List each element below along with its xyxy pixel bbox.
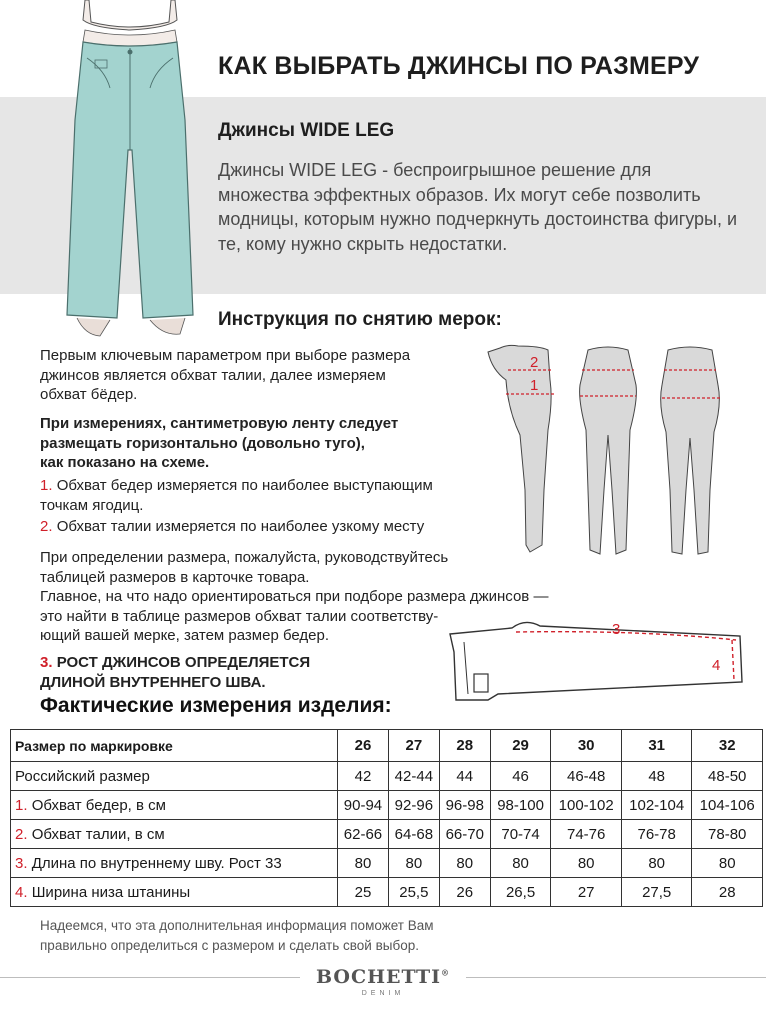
page-title: КАК ВЫБРАТЬ ДЖИНСЫ ПО РАЗМЕРУ: [218, 52, 700, 80]
table-cell: 66-70: [439, 820, 490, 849]
header-size: 29: [490, 730, 551, 762]
table-cell: 42-44: [388, 762, 439, 791]
table-cell: 80: [621, 849, 692, 878]
table-cell: 90-94: [338, 791, 389, 820]
body-measurement-diagram: [478, 340, 738, 570]
header-size: 28: [439, 730, 490, 762]
size-table: [10, 729, 763, 907]
table-cell: 80: [388, 849, 439, 878]
row-label: 2. Обхват талии, в см: [11, 820, 338, 849]
table-row: [11, 849, 763, 878]
table-cell: 25,5: [388, 878, 439, 907]
table-cell: 80: [551, 849, 622, 878]
table-cell: 98-100: [490, 791, 551, 820]
table-cell: 25: [338, 878, 389, 907]
table-cell: 62-66: [338, 820, 389, 849]
instruction-item-1: 1. Обхват бедер измеряется по наиболее выступающим точкам ягодиц.: [40, 477, 433, 514]
table-row: [11, 878, 763, 907]
row-label: 3. Длина по внутреннему шву. Рост 33: [11, 849, 338, 878]
instructions-paragraph-3: При определении размера, пожалуйста, руководствуйтесь таблицей размеров в карточке товара. Главное, на что надо ориентироваться при подборе размера джинсов — это найти в таблице размеров обхват талии соответству- ющий вашей мерке, затем размер бедер.: [40, 549, 549, 644]
table-cell: 46: [490, 762, 551, 791]
instructions-paragraph-1: Первым ключевым параметром при выборе размера джинсов является обхват талии, далее измеряем обхват бёдер.: [40, 347, 411, 403]
table-cell: 92-96: [388, 791, 439, 820]
table-cell: 64-68: [388, 820, 439, 849]
header-label: Размер по маркировке: [11, 730, 338, 762]
label-1: 1: [530, 377, 539, 394]
product-subtitle: Джинсы WIDE LEG: [218, 120, 395, 141]
table-cell: 100-102: [551, 791, 622, 820]
header-size: 31: [621, 730, 692, 762]
table-cell: 27: [551, 878, 622, 907]
table-row: [11, 762, 763, 791]
instruction-item-2: 2. Обхват талии измеряется по наиболее узкому месту: [40, 518, 425, 535]
table-cell: 46-48: [551, 762, 622, 791]
table-row: [11, 791, 763, 820]
table-cell: 70-74: [490, 820, 551, 849]
table-cell: 80: [439, 849, 490, 878]
table-cell: 80: [692, 849, 763, 878]
table-cell: 44: [439, 762, 490, 791]
table-cell: 48-50: [692, 762, 763, 791]
brand-logo: BOCHETTI® DENIM: [315, 966, 450, 997]
header-size: 30: [551, 730, 622, 762]
row-label: 1. Обхват бедер, в см: [11, 791, 338, 820]
header-size: 32: [692, 730, 763, 762]
label-3: 3: [612, 621, 621, 638]
header-size: 26: [338, 730, 389, 762]
table-cell: 27,5: [621, 878, 692, 907]
table-cell: 80: [338, 849, 389, 878]
header-size: 27: [388, 730, 439, 762]
table-cell: 104-106: [692, 791, 763, 820]
table-cell: 26,5: [490, 878, 551, 907]
table-cell: 102-104: [621, 791, 692, 820]
facts-title: Фактические измерения изделия:: [40, 694, 392, 717]
table-cell: 74-76: [551, 820, 622, 849]
instruction-item-3: 3. РОСТ ДЖИНСОВ ОПРЕДЕЛЯЕТСЯ ДЛИНОЙ ВНУТРЕННЕГО ШВА.: [40, 654, 311, 691]
row-label: 4. Ширина низа штанины: [11, 878, 338, 907]
table-cell: 48: [621, 762, 692, 791]
instructions-paragraph-2: При измерениях, сантиметровую ленту следует размещать горизонтально (довольно туго), как показано на схеме.: [40, 415, 399, 471]
footer-note: Надеемся, что эта дополнительная информация поможет Вам правильно определиться с размером и сделать свой выбор.: [40, 918, 434, 953]
label-2: 2: [530, 354, 539, 371]
table-cell: 76-78: [621, 820, 692, 849]
table-cell: 80: [490, 849, 551, 878]
product-description: Джинсы WIDE LEG - беспроигрышное решение для множества эффектных образов. Их могут себе позволить модницы, которым нужно подчеркнуть достоинства фигуры, и те, кому нужно скрыть недостатки.: [218, 160, 738, 254]
table-cell: 78-80: [692, 820, 763, 849]
row-label: Российский размер: [11, 762, 338, 791]
instructions-title: Инструкция по снятию мерок:: [218, 309, 502, 330]
table-cell: 28: [692, 878, 763, 907]
table-cell: 26: [439, 878, 490, 907]
table-cell: 42: [338, 762, 389, 791]
table-cell: 96-98: [439, 791, 490, 820]
table-header-row: [11, 730, 763, 762]
jeans-flat-diagram: [440, 612, 752, 704]
label-4: 4: [712, 657, 721, 674]
wide-leg-jeans-illustration: [55, 0, 205, 345]
table-row: [11, 820, 763, 849]
